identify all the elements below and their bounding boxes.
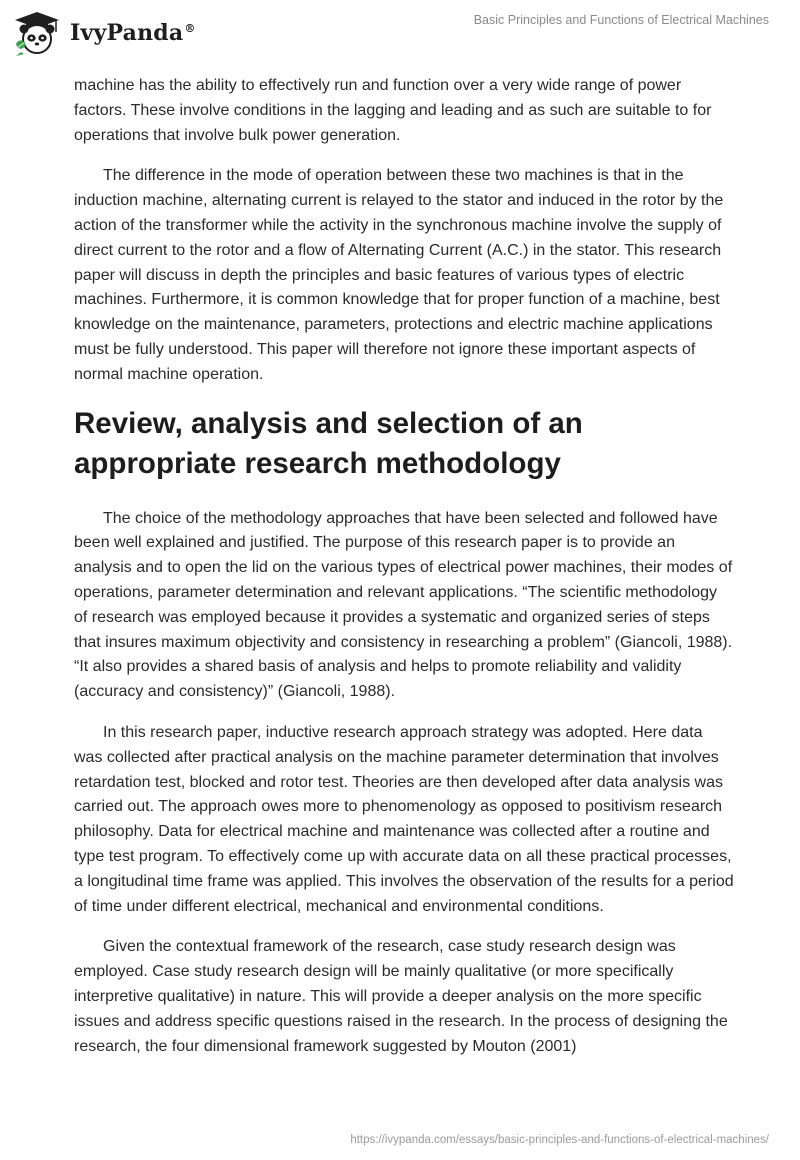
section-heading: Review, analysis and selection of an appropriate research methodology [74, 406, 583, 480]
document-title: Basic Principles and Functions of Electrical Machines [473, 13, 769, 27]
ivypanda-logo[interactable] [12, 10, 196, 56]
paragraph: In this research paper, inductive research approach strategy was adopted. Here data was collected after practical analysis on the machine parameter determination that involves retardation test, blocked and rotor test. Theories are then developed after data analysis was carried out. The approach owes more to phenomenology as opposed to positivism research philosophy. Data for electrical machine and maintenance was collected after a routine and type test program. To effectively come up with accurate data on all these practical processes, a longitudinal time frame was applied. This involves the observation of the results for a period of time under different electrical, mechanical and environmental conditions. [74, 723, 734, 915]
registered-mark: ® [184, 21, 196, 35]
paragraph: The choice of the methodology approaches that have been selected and followed have been well explained and justified. The purpose of this research paper is to provide an analysis and to open the lid on the various types of electrical power machines, their modes of operations, parameter determination and relevant applications. “The scientific methodology of research was employed because it provides a systematic and organized series of steps that insures maximum objectivity and consistency in researching a problem” (Giancoli, 1988). “It also provides a shared basis of analysis and helps to promote reliability and validity (accuracy and consistency)” (Giancoli, 1988). [74, 509, 733, 701]
source-url[interactable]: https://ivypanda.com/essays/basic-principles-and-functions-of-electrical-machines/ [350, 1134, 769, 1146]
essay-content [74, 74, 734, 1075]
panda-graduate-icon [12, 10, 62, 56]
brand-name: IvyPanda® [70, 20, 196, 46]
page-header [0, 0, 800, 70]
paragraph: The difference in the mode of operation between these two machines is that in the induction machine, alternating current is relayed to the stator and induced in the rotor by the action of the transformer while the activity in the synchronous machine involve the supply of direct current to the rotor and a flow of Alternating Current (A.C.) in the stator. This research paper will discuss in depth the principles and basic features of various types of electric machines. Furthermore, it is common knowledge that for proper function of a machine, best knowledge on the maintenance, parameters, protections and electric machine applications must be fully understood. This paper will therefore not ignore these important aspects of normal machine operation. [74, 167, 724, 383]
paragraph: Given the contextual framework of the research, case study research design was employed. Case study research design will be mainly qualitative (or more specifically interpretive qualitative) in nature. This will provide a deeper analysis on the more specific issues and address specific questions raised in the research. In the process of designing the research, the four dimensional framework suggested by Mouton (2001) [74, 938, 728, 1055]
paragraph: machine has the ability to effectively run and function over a very wide range of power factors. These involve conditions in the lagging and leading and as such are suitable to for operations that involve bulk power generation. [74, 77, 712, 144]
